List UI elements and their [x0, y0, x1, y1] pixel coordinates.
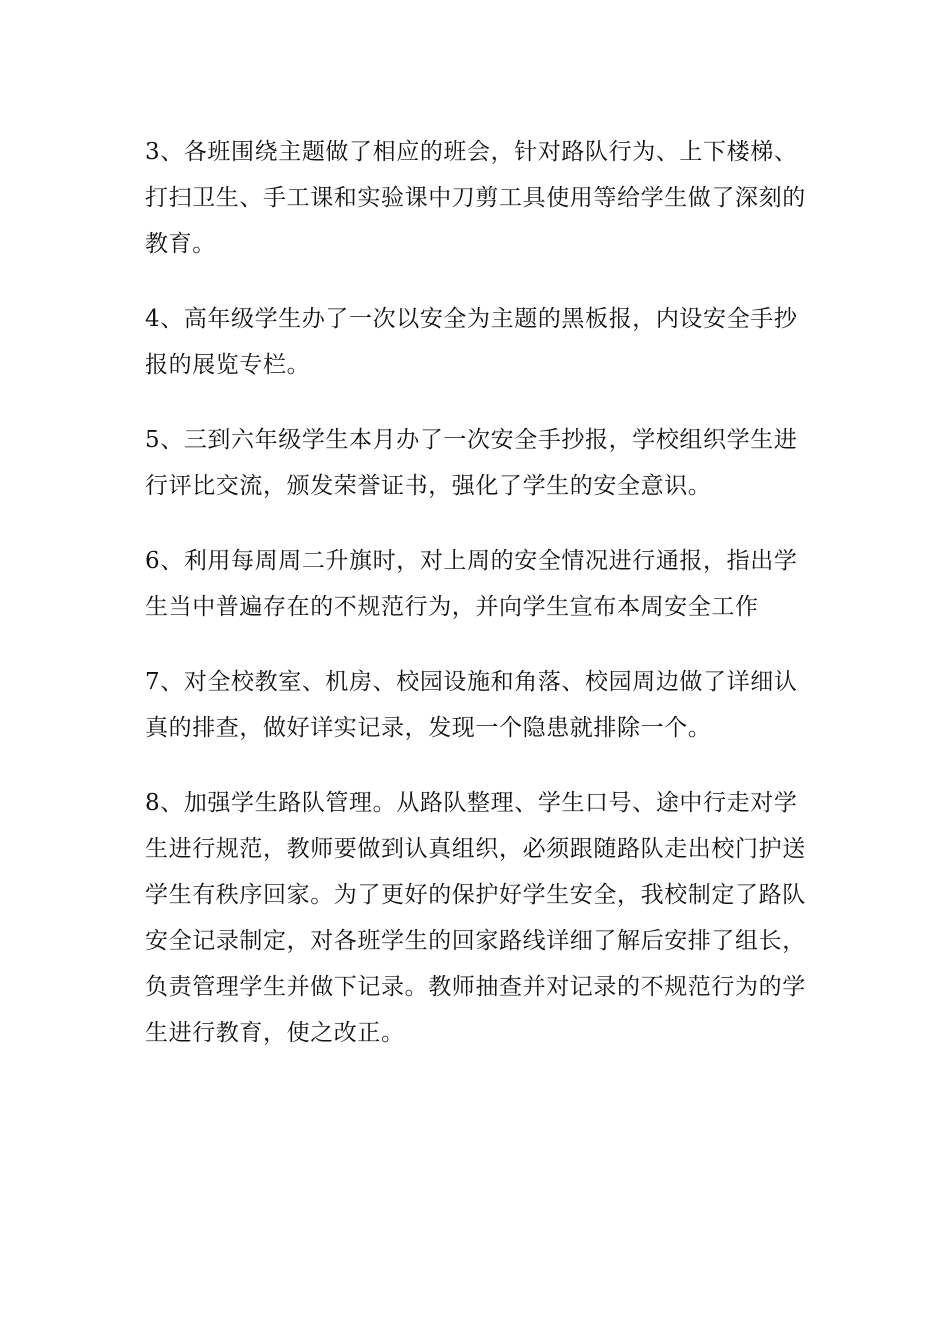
document-body: [145, 129, 815, 1056]
paragraph-item-7: 7、对全校教室、机房、校园设施和角落、校园周边做了详细认真的排查，做好详实记录，发现一个隐患就排除一个。: [145, 669, 798, 741]
paragraph-item-8: 8、加强学生路队管理。从路队整理、学生口号、途中行走对学生进行规范，教师要做到认真组织，必须跟随路队走出校门护送学生有秩序回家。为了更好的保护好学生安全，我校制定了路队安全记录制定，对各班学生的回家路线详细了解后安排了组长，负责管理学生并做下记录。教师抽查并对记录的不规范行为的学生进行教育，使之改正。: [145, 790, 806, 1046]
paragraph-item-4: 4、高年级学生办了一次以安全为主题的黑板报，内设安全手抄报的展览专栏。: [145, 306, 798, 378]
paragraph-item-3: 3、各班围绕主题做了相应的班会，针对路队行为、上下楼梯、打扫卫生、手工课和实验课中刀剪工具使用等给学生做了深刻的教育。: [145, 139, 806, 257]
paragraph-item-5: 5、三到六年级学生本月办了一次安全手抄报，学校组织学生进行评比交流，颁发荣誉证书，强化了学生的安全意识。: [145, 427, 798, 499]
paragraph-item-6: 6、利用每周周二升旗时，对上周的安全情况进行通报，指出学生当中普遍存在的不规范行为，并向学生宣布本周安全工作: [145, 548, 798, 620]
